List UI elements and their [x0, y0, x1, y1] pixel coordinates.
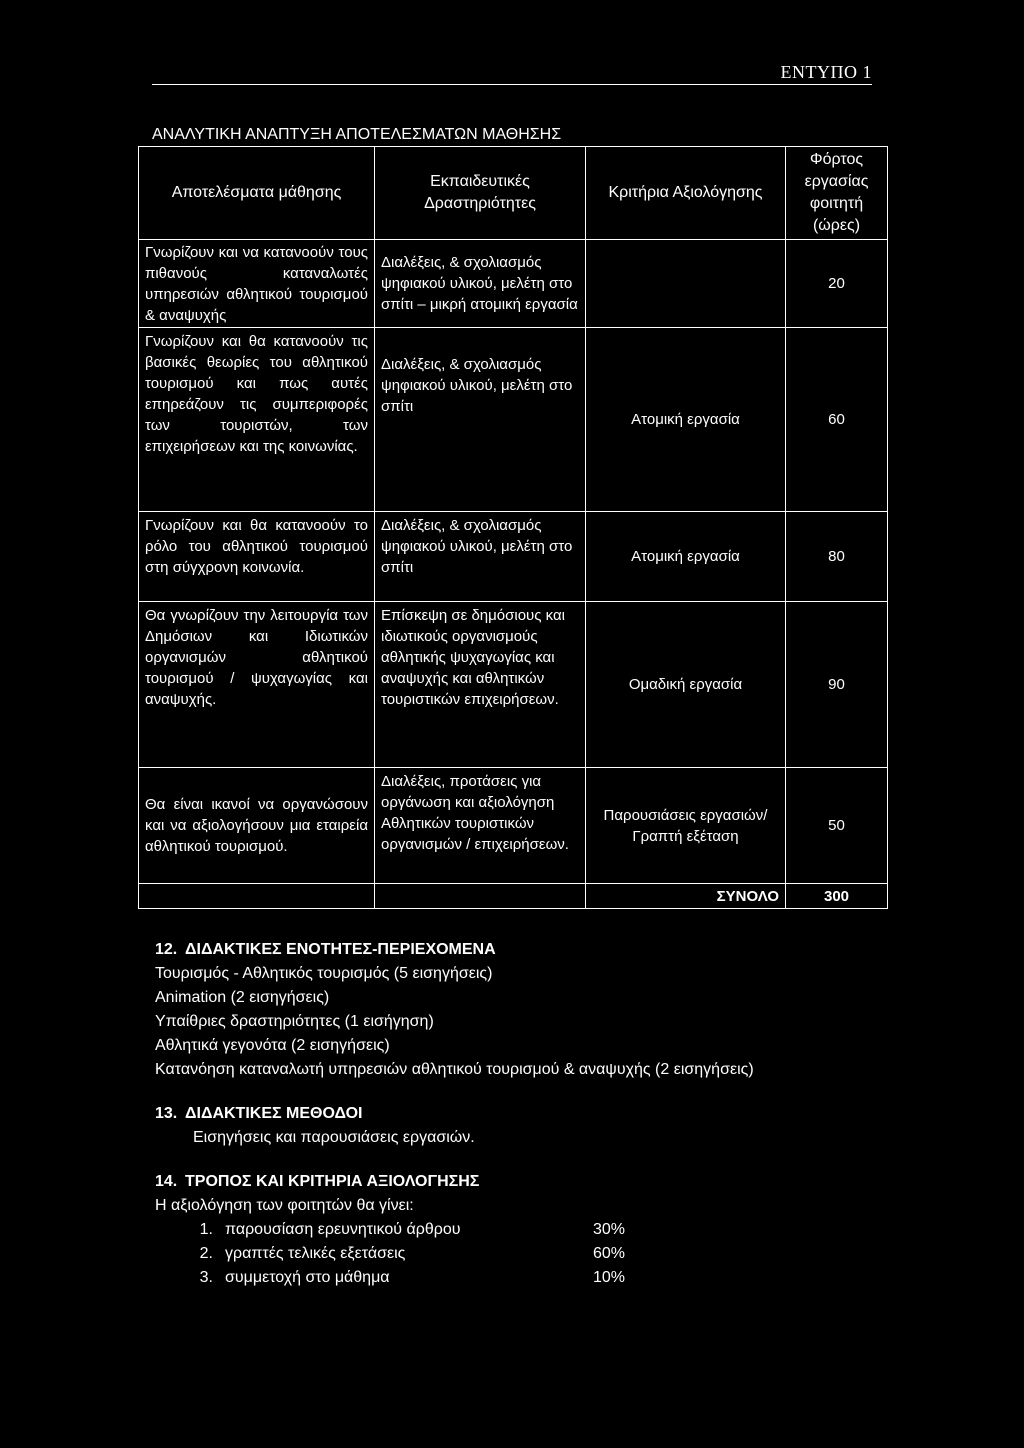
section-13: [155, 1102, 475, 1150]
total-label: ΣΥΝΟΛΟ: [586, 884, 786, 909]
section-14-intro: Η αξιολόγηση των φοιτητών θα γίνει:: [155, 1197, 414, 1214]
workload-cell: 50: [786, 768, 888, 884]
table-header-row: [139, 147, 888, 240]
column-header-activities: Εκπαιδευτικές Δραστηριότητες: [375, 147, 586, 240]
section-13-heading: [155, 1102, 475, 1126]
outcome-cell: Γνωρίζουν και θα κατανοούν τις βασικές θεωρίες του αθλητικού τουρισμού και πως αυτές επηρεάζουν τις συμπεριφορές των τουριστών, των επιχειρήσεων και της κοινωνίας.: [139, 328, 375, 512]
empty-cell: [139, 884, 375, 909]
item-text: παρουσίαση ερευνητικού άρθρου: [225, 1221, 461, 1238]
section-14-heading: [155, 1170, 625, 1194]
item-percent: 60%: [592, 1245, 625, 1262]
item-text: γραπτές τελικές εξετάσεις: [225, 1245, 406, 1262]
total-value: 300: [786, 884, 888, 909]
outcome-cell: Γνωρίζουν και θα κατανοούν το ρόλο του αθλητικού τουρισμού στη σύγχρονη κοινωνία.: [139, 512, 375, 602]
content-line: Τουρισμός - Αθλητικός τουρισμός (5 εισηγήσεις): [155, 965, 493, 982]
table-row: [139, 512, 888, 602]
column-header-workload: Φόρτος εργασίας φοιτητή (ώρες): [786, 147, 888, 240]
table-row: [139, 602, 888, 768]
list-item: [155, 1218, 625, 1242]
section-13-title: ΔΙΔΑΚΤΙΚΕΣ ΜΕΘΟΔΟΙ: [185, 1105, 363, 1122]
section-12-number: 12.: [155, 941, 178, 958]
content-line: Υπαίθριες δραστηριότητες (1 εισήγηση): [155, 1013, 434, 1030]
empty-cell: [375, 884, 586, 909]
section-13-text: Εισηγήσεις και παρουσιάσεις εργασιών.: [193, 1129, 475, 1146]
section-12-title: ΔΙΔΑΚΤΙΚΕΣ ΕΝΟΤΗΤΕΣ-ΠΕΡΙΕΧΟΜΕΝΑ: [185, 941, 496, 958]
section-12-heading: [155, 938, 754, 962]
activities-cell: Διαλέξεις, προτάσεις για οργάνωση και αξιολόγηση Αθλητικών τουριστικών οργανισμών / επιχειρήσεων.: [375, 768, 586, 884]
criteria-cell: Ατομική εργασία: [586, 328, 786, 512]
item-text: συμμετοχή στο μάθημα: [225, 1269, 390, 1286]
criteria-cell: Ομαδική εργασία: [586, 602, 786, 768]
workload-cell: 80: [786, 512, 888, 602]
item-number: 2.: [199, 1245, 213, 1262]
workload-cell: 20: [786, 240, 888, 328]
table-row: [139, 328, 888, 512]
list-item: [155, 1266, 625, 1290]
document-code: ΕΝΤΥΠΟ 1: [780, 62, 872, 82]
item-percent: 10%: [592, 1269, 625, 1286]
item-percent: 30%: [592, 1221, 625, 1238]
column-header-criteria: Κριτήρια Αξιολόγησης: [586, 147, 786, 240]
item-number: 1.: [199, 1221, 213, 1238]
activities-cell: Επίσκεψη σε δημόσιους και ιδιωτικούς οργανισμούς αθλητικής ψυχαγωγίας και αναψυχής και αθλητικών τουριστικών επιχειρήσεων.: [375, 602, 586, 768]
activities-cell: Διαλέξεις, & σχολιασμός ψηφιακού υλικού, μελέτη στο σπίτι – μικρή ατομική εργασία: [375, 240, 586, 328]
criteria-cell: [586, 240, 786, 328]
assessment-list: [155, 1218, 625, 1290]
criteria-cell: Ατομική εργασία: [586, 512, 786, 602]
content-line: Αθλητικά γεγονότα (2 εισηγήσεις): [155, 1037, 390, 1054]
content-line: Animation (2 εισηγήσεις): [155, 989, 330, 1006]
table-row: [139, 240, 888, 328]
activities-cell: Διαλέξεις, & σχολιασμός ψηφιακού υλικού, μελέτη στο σπίτι: [375, 512, 586, 602]
workload-cell: 60: [786, 328, 888, 512]
outcome-cell: Θα είναι ικανοί να οργανώσουν και να αξιολογήσουν μια εταιρεία αθλητικού τουρισμού.: [139, 768, 375, 884]
outcome-cell: Γνωρίζουν και να κατανοούν τους πιθανούς καταναλωτές υπηρεσιών αθλητικού τουρισμού & αναψυχής: [139, 240, 375, 328]
section-12: [155, 938, 754, 1082]
content-line: Κατανόηση καταναλωτή υπηρεσιών αθλητικού τουρισμού & αναψυχής (2 εισηγήσεις): [155, 1061, 754, 1078]
table-row: [139, 768, 888, 884]
section-14-number: 14.: [155, 1173, 178, 1190]
list-item: [155, 1242, 625, 1266]
outcome-cell: Θα γνωρίζουν την λειτουργία των Δημόσιων και Ιδιωτικών οργανισμών αθλητικού τουρισμού / ψυχαγωγίας και αναψυχής.: [139, 602, 375, 768]
learning-outcomes-table: [138, 146, 888, 909]
table-total-row: [139, 884, 888, 909]
section-14: [155, 1170, 625, 1290]
header-rule: [152, 84, 872, 85]
section-14-title: ΤΡΟΠΟΣ ΚΑΙ ΚΡΙΤΗΡΙΑ ΑΞΙΟΛΟΓΗΣΗΣ: [185, 1173, 480, 1190]
section-13-number: 13.: [155, 1105, 178, 1122]
section-title: ΑΝΑΛΥΤΙΚΗ ΑΝΑΠΤΥΞΗ ΑΠΟΤΕΛΕΣΜΑΤΩΝ ΜΑΘΗΣΗΣ: [152, 126, 562, 143]
column-header-outcomes: Αποτελέσματα μάθησης: [139, 147, 375, 240]
criteria-cell: Παρουσιάσεις εργασιών/Γραπτή εξέταση: [586, 768, 786, 884]
workload-cell: 90: [786, 602, 888, 768]
item-number: 3.: [199, 1269, 213, 1286]
activities-cell: Διαλέξεις, & σχολιασμός ψηφιακού υλικού, μελέτη στο σπίτι: [375, 328, 586, 512]
